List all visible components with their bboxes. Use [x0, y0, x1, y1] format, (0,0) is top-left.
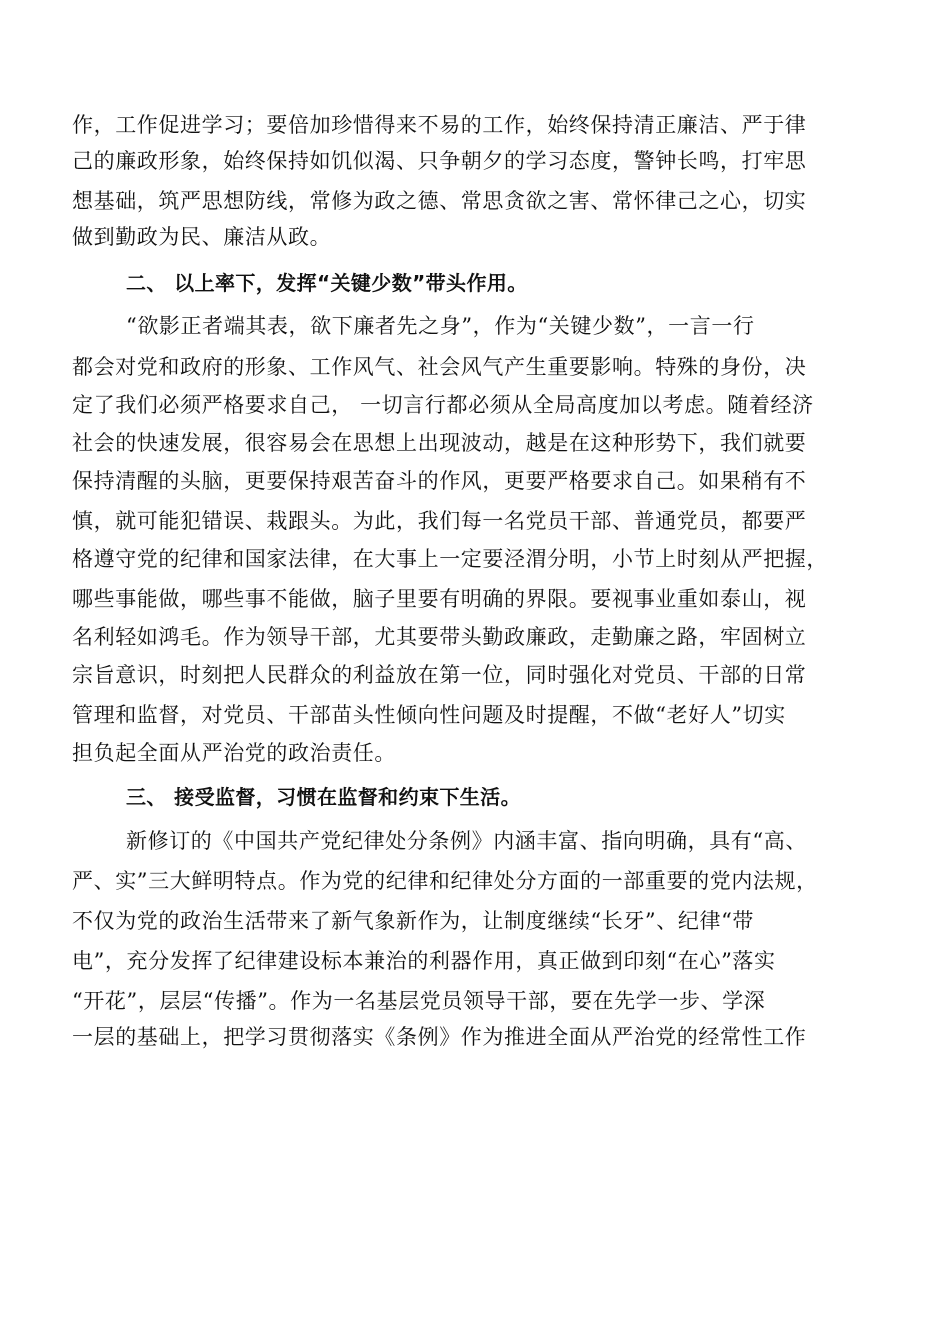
paragraph-line: 己的廉政形象，始终保持如饥似渴、只争朝夕的学习态度，警钟长鸣，打牢思	[72, 149, 807, 173]
paragraph-line: 电”，充分发挥了纪律建设标本兼治的利器作用，真正做到印刻“在心”落实	[72, 949, 776, 973]
paragraph-line: 担负起全面从严治党的政治责任。	[72, 741, 396, 765]
paragraph-line: 保持清醒的头脑，更要保持艰苦奋斗的作风，更要严格要求自己。如果稍有不	[72, 469, 807, 493]
paragraph-line: 宗旨意识，时刻把人民群众的利益放在第一位，同时强化对党员、干部的日常	[72, 663, 807, 687]
paragraph-line: 定了我们必须严格要求自己， 一切言行都必须从全局高度加以考虑。随着经济	[72, 393, 814, 417]
paragraph-line: 想基础，筑严思想防线，常修为政之德、常思贪欲之害、常怀律己之心，切实	[72, 189, 807, 213]
paragraph-line: 名利轻如鸿毛。作为领导干部，尤其要带头勤政廉政，走勤廉之路，牢固树立	[72, 625, 807, 649]
paragraph-line: 不仅为党的政治生活带来了新气象新作为，让制度继续“长牙”、纪律“带	[72, 909, 755, 933]
paragraph-line: 哪些事能做，哪些事不能做，脑子里要有明确的界限。要视事业重如泰山，视	[72, 587, 807, 611]
paragraph-line: “欲影正者端其表，欲下廉者先之身”，作为“关键少数”，一言一行	[126, 314, 755, 338]
paragraph-line: 管理和监督，对党员、干部苗头性倾向性问题及时提醒，不做“老好人”切实	[72, 703, 786, 727]
paragraph-line: 新修订的《中国共产党纪律处分条例》内涵丰富、指向明确，具有“高、	[126, 829, 807, 853]
paragraph-line: 都会对党和政府的形象、工作风气、社会风气产生重要影响。特殊的身份，决	[72, 355, 807, 379]
paragraph-line: 格遵守党的纪律和国家法律，在大事上一定要泾渭分明，小节上时刻从严把握，	[72, 547, 828, 571]
paragraph-line: “开花”，层层“传播”。作为一名基层党员领导干部，要在先学一步、学深	[72, 989, 766, 1013]
paragraph-line: 慎，就可能犯错误、栽跟头。为此，我们每一名党员干部、普通党员，都要严	[72, 509, 807, 533]
section-heading-3: 三、 接受监督，习惯在监督和约束下生活。	[126, 785, 521, 809]
paragraph-line: 做到勤政为民、廉洁从政。	[72, 225, 332, 249]
paragraph-line: 作，工作促进学习；要倍加珍惜得来不易的工作，始终保持清正廉洁、严于律	[72, 113, 807, 137]
paragraph-line: 严、实”三大鲜明特点。作为党的纪律和纪律处分方面的一部重要的党内法规，	[72, 869, 818, 893]
paragraph-line: 一层的基础上，把学习贯彻落实《条例》作为推进全面从严治党的经常性工作	[72, 1025, 807, 1049]
section-heading-2: 二、 以上率下，发挥“关键少数”带头作用。	[126, 271, 528, 295]
paragraph-line: 社会的快速发展，很容易会在思想上出现波动，越是在这种形势下，我们就要	[72, 431, 807, 455]
